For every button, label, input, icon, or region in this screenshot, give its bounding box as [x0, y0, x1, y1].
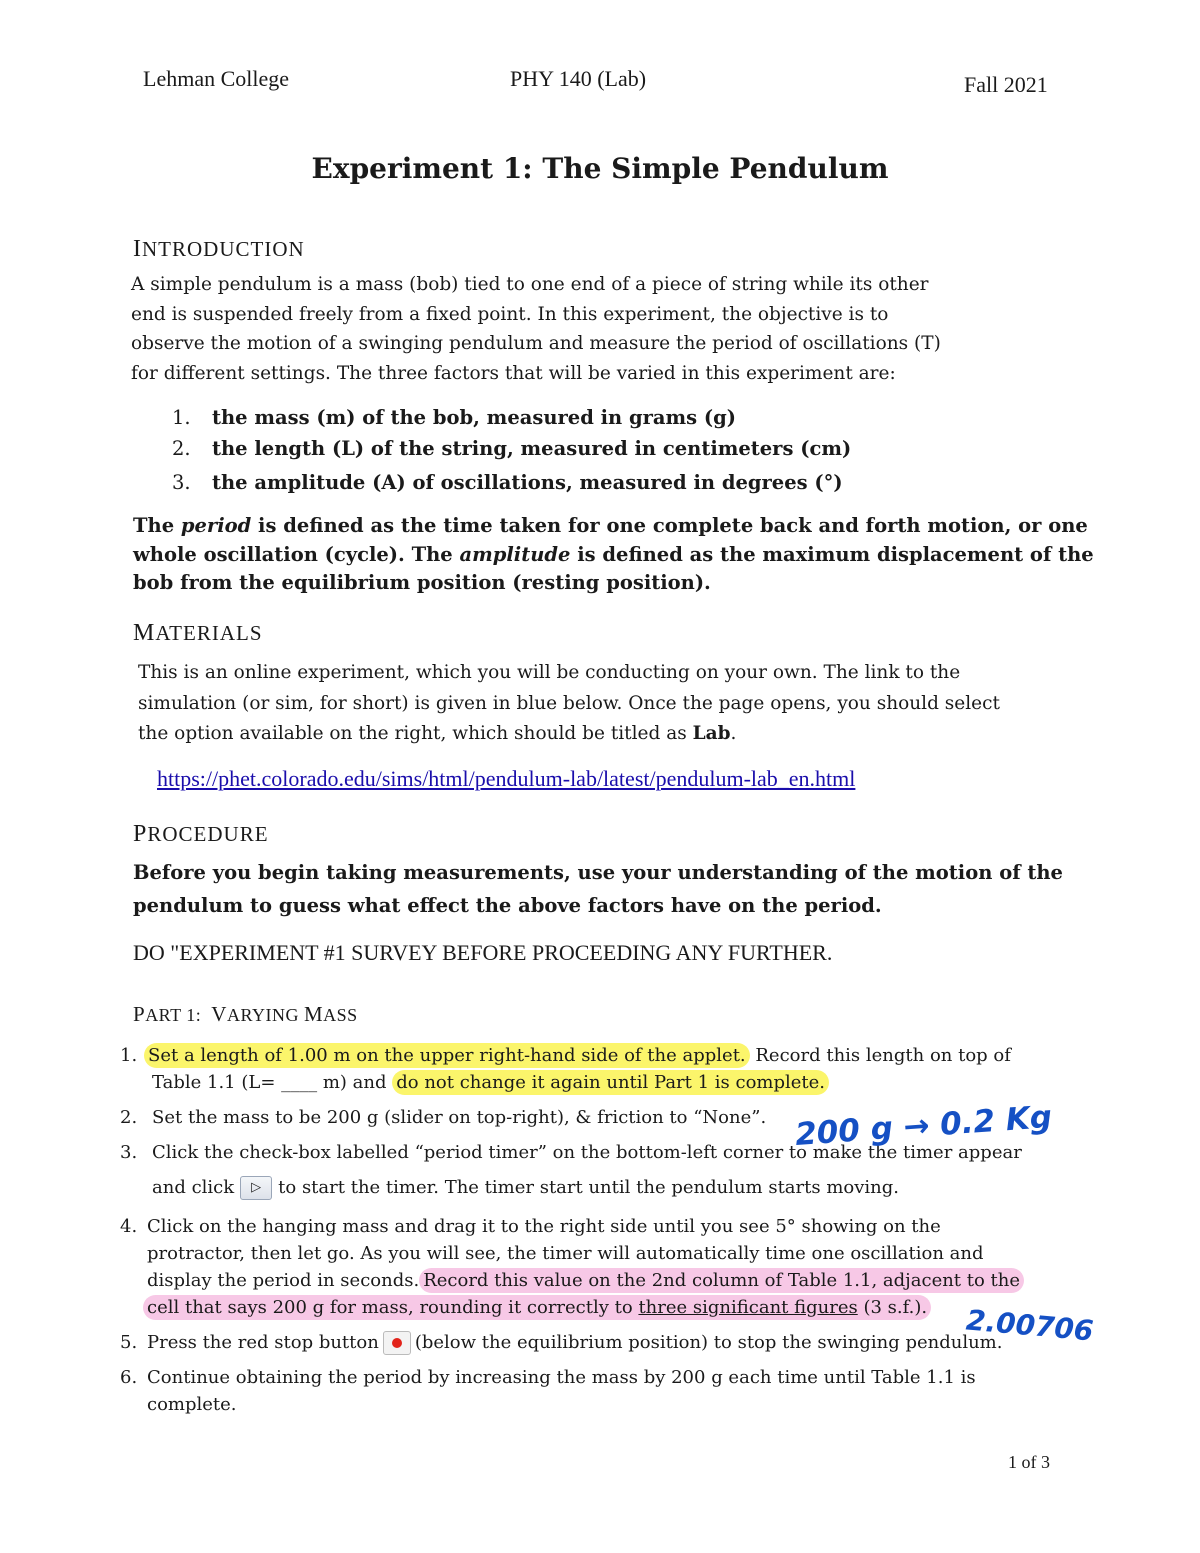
list-number: 2. — [120, 1107, 138, 1128]
introduction-paragraph — [131, 270, 941, 388]
factors-list — [172, 402, 851, 498]
heading-rest: ATERIALS — [155, 621, 263, 645]
list-number: 1. — [172, 406, 191, 429]
paragraph-line: This is an online experiment, which you will be conducting on your own. The link to the — [138, 662, 961, 683]
list-item-continuation: display the period in seconds. Record this value on the 2nd column of Table 1.1, adjacent to the — [120, 1267, 1024, 1294]
heading-initial: I — [133, 236, 142, 262]
paragraph-line: observe the motion of a swinging pendulum and measure the period of oscillations (T) — [131, 333, 941, 354]
list-number: 4. — [120, 1216, 138, 1237]
handwritten-value-note: 2.00706 — [964, 1303, 1095, 1348]
paragraph-line: simulation (or sim, for short) is given in blue below. Once the page opens, you should select — [138, 692, 1000, 714]
list-item: 4. Click on the hanging mass and drag it to the right side until you see 5° showing on the — [120, 1213, 1024, 1240]
list-number: 1. — [120, 1045, 138, 1066]
part1-heading: PART 1: VARYING MASS — [133, 1002, 358, 1026]
materials-heading — [133, 620, 263, 647]
list-item: 1. Set a length of 1.00 m on the upper right-hand side of the applet. Record this length on top of — [120, 1042, 1024, 1069]
paragraph-line: Before you begin taking measurements, use your understanding of the motion of the — [133, 861, 1063, 884]
header-course: PHY 140 (Lab) — [510, 66, 647, 91]
paragraph-line: A simple pendulum is a mass (bob) tied to one end of a piece of string while its other — [131, 274, 929, 295]
page-number: 1 of 3 — [1008, 1452, 1050, 1472]
procedure-heading — [133, 821, 269, 848]
highlight-pink: cell that says 200 g for mass, rounding it correctly to three significant figures (3 s.f.). — [143, 1295, 931, 1320]
simulation-link[interactable]: https://phet.colorado.edu/sims/html/pendulum-lab/latest/pendulum-lab_en.html — [157, 766, 856, 791]
page-title: Experiment 1: The Simple Pendulum — [311, 152, 889, 185]
paragraph-line: for different settings. The three factors that will be varied in this experiment are: — [131, 362, 896, 384]
list-item — [172, 467, 851, 498]
list-number: 5. — [120, 1332, 138, 1353]
list-item — [172, 402, 851, 433]
list-item: 6. Continue obtaining the period by increasing the mass by 200 g each time until Table 1.1 is — [120, 1364, 1024, 1391]
definitions-paragraph — [133, 512, 1094, 598]
lab-label: Lab — [692, 723, 731, 744]
paragraph-line: the option available on the right, which should be titled as Lab. — [138, 723, 737, 744]
list-item-continuation: protractor, then let go. As you will see, the timer will automatically time one oscillation and — [147, 1243, 984, 1264]
list-item: 3. Click the check-box labelled “period timer” on the bottom-left corner to make the timer appear — [120, 1139, 1024, 1166]
header-term: Fall 2021 — [964, 72, 1048, 97]
list-item-text: the length (L) of the string, measured in centimeters (cm) — [212, 437, 852, 460]
stop-icon — [383, 1331, 411, 1355]
list-item — [172, 433, 851, 464]
list-number: 6. — [120, 1367, 138, 1388]
list-number: 3. — [172, 471, 191, 494]
list-item-continuation: complete. — [147, 1394, 237, 1415]
heading-initial: P — [133, 821, 148, 847]
survey-instruction: DO "EXPERIMENT #1 SURVEY BEFORE PROCEEDING ANY FURTHER. — [133, 940, 833, 965]
list-item-continuation — [120, 1294, 1024, 1321]
list-number: 2. — [172, 437, 191, 460]
introduction-heading — [133, 236, 305, 263]
play-icon: ▷ — [240, 1176, 272, 1200]
part1-steps — [120, 1042, 1024, 1418]
list-item-continuation: and click ▷ to start the timer. The timer start until the pendulum starts moving. — [152, 1177, 900, 1198]
highlight-pink: Record this value on the 2nd column of Table 1.1, adjacent to the — [419, 1268, 1024, 1293]
list-number: 3. — [120, 1142, 138, 1163]
paragraph-line: bob from the equilibrium position (resting position). — [133, 571, 711, 594]
highlight-yellow: Set a length of 1.00 m on the upper right-hand side of the applet. — [144, 1043, 750, 1068]
heading-initial: M — [133, 620, 156, 646]
heading-rest: ROCEDURE — [147, 822, 269, 846]
list-item-continuation: Table 1.1 (L= ____ m) and do not change it again until Part 1 is complete. — [120, 1069, 1024, 1096]
paragraph-line: whole oscillation (cycle). The amplitude is defined as the maximum displacement of the — [133, 542, 1094, 566]
paragraph-line: end is suspended freely from a fixed point. In this experiment, the objective is to — [131, 303, 889, 325]
term-amplitude: amplitude — [459, 542, 571, 566]
handwritten-mass-note: 200 g → 0.2 Kg — [794, 1099, 1054, 1153]
list-item: 5. Press the red stop button (below the equilibrium position) to stop the swinging pendulum. — [120, 1329, 1024, 1356]
materials-paragraph — [138, 658, 1000, 750]
procedure-paragraph — [133, 856, 1063, 922]
heading-rest: NTRODUCTION — [142, 237, 305, 261]
header-college: Lehman College — [143, 66, 290, 91]
list-item: 2. Set the mass to be 200 g (slider on top-right), & friction to “None”. — [120, 1104, 1024, 1131]
list-item-text: the mass (m) of the bob, measured in grams (g) — [212, 406, 737, 429]
paragraph-line: pendulum to guess what effect the above factors have on the period. — [133, 894, 882, 917]
paragraph-line: The period is defined as the time taken for one complete back and forth motion, or one — [133, 514, 1088, 537]
list-item-text: the amplitude (A) of oscillations, measured in degrees (°) — [212, 471, 843, 494]
highlight-yellow: do not change it again until Part 1 is complete. — [392, 1070, 829, 1095]
term-period: period — [180, 514, 252, 537]
